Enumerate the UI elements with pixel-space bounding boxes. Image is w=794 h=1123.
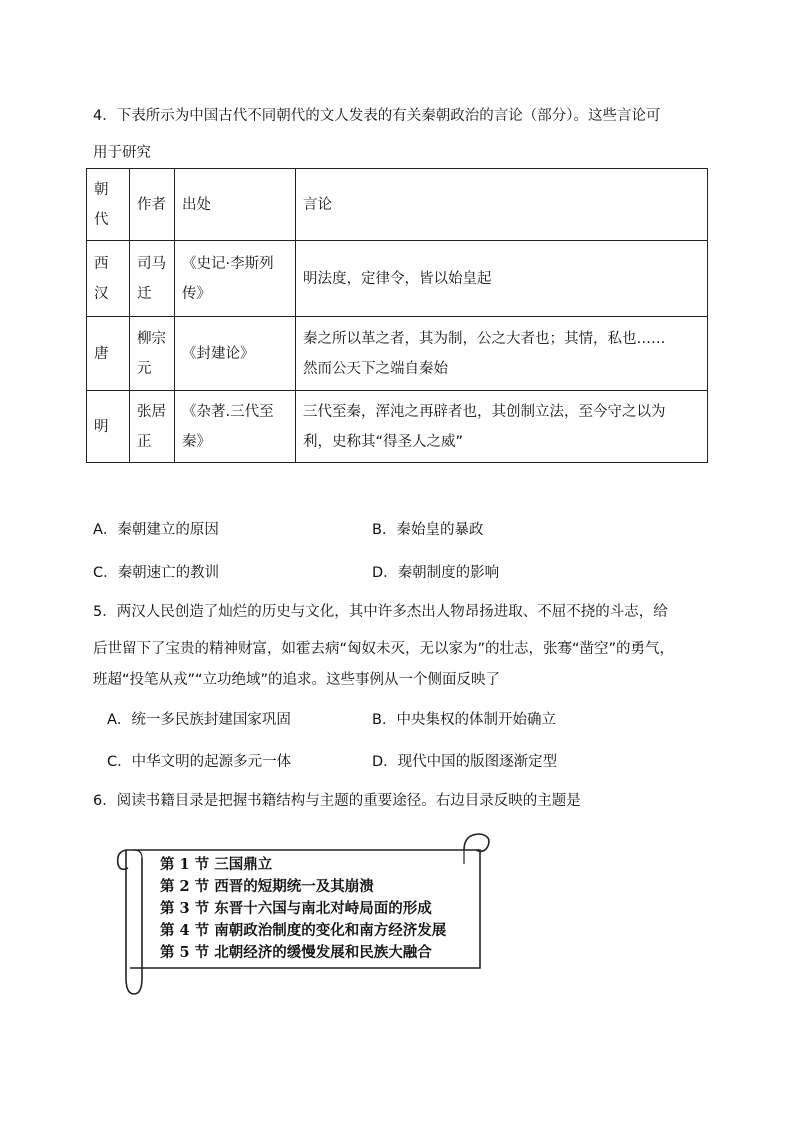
table-of-contents-scroll (112, 828, 494, 998)
q4-option-c: C．秦朝速亡的教训 (93, 565, 220, 581)
q5-stem-line2: 后世留下了宝贵的精神财富，如霍去病“匈奴未灭，无以家为”的壮志，张骞“凿空”的勇气， (93, 641, 675, 657)
q5-option-b: B．中央集权的体制开始确立 (372, 712, 556, 728)
q5-option-c: C．中华文明的起源多元一体 (107, 754, 292, 770)
cell-dynasty: 明 (87, 391, 130, 463)
cell-author: 张居 正 (130, 391, 175, 463)
cell-author: 司马 迁 (130, 241, 175, 317)
q4-option-d: D．秦朝制度的影响 (372, 565, 500, 581)
header-quote: 言论 (296, 169, 708, 241)
toc-item: 第 3 节 东晋十六国与南北对峙局面的形成 (160, 900, 432, 917)
cell-quote: 明法度，定律令，皆以始皇起 (296, 241, 708, 317)
q4-table (86, 168, 708, 463)
header-author: 作者 (130, 169, 175, 241)
table-row (87, 241, 708, 317)
toc-item: 第 2 节 西晋的短期统一及其崩溃 (160, 878, 374, 895)
q4-stem-line2: 用于研究 (93, 145, 151, 161)
cell-dynasty: 唐 (87, 317, 130, 391)
table-header-row (87, 169, 708, 241)
header-dynasty: 朝 代 (87, 169, 130, 241)
toc-item: 第 1 节 三国鼎立 (160, 856, 273, 873)
q6-stem: 6．阅读书籍目录是把握书籍结构与主题的重要途径。右边目录反映的主题是 (93, 793, 581, 809)
q5-option-d: D．现代中国的版图逐渐定型 (372, 754, 558, 770)
q4-stem-line1: 4．下表所示为中国古代不同朝代的文人发表的有关秦朝政治的言论（部分）。这些言论可 (93, 108, 661, 124)
cell-dynasty: 西 汉 (87, 241, 130, 317)
q4-option-a: A．秦朝建立的原因 (93, 522, 219, 538)
q5-stem-line3: 班超“投笔从戎”“立功绝域”的追求。这些事例从一个侧面反映了 (93, 672, 501, 688)
toc-item: 第 4 节 南朝政治制度的变化和南方经济发展 (160, 922, 447, 939)
q5-option-a: A．统一多民族封建国家巩固 (107, 712, 291, 728)
table-row (87, 391, 708, 463)
table-row (87, 317, 708, 391)
cell-source: 《杂著.三代至 秦》 (175, 391, 296, 463)
cell-author: 柳宗 元 (130, 317, 175, 391)
q5-stem-line1: 5．两汉人民创造了灿烂的历史与文化，其中许多杰出人物昂扬进取、不屈不挠的斗志，给 (93, 604, 668, 620)
cell-source: 《史记·李斯列 传》 (175, 241, 296, 317)
q4-option-b: B．秦始皇的暴政 (372, 522, 484, 538)
cell-quote: 秦之所以革之者，其为制，公之大者也；其情，私也…… 然而公天下之端自秦始 (296, 317, 708, 391)
toc-item: 第 5 节 北朝经济的缓慢发展和民族大融合 (160, 944, 432, 961)
cell-source: 《封建论》 (175, 317, 296, 391)
cell-quote: 三代至秦，浑沌之再辟者也，其创制立法，至今守之以为 利，史称其“得圣人之威” (296, 391, 708, 463)
header-source: 出处 (175, 169, 296, 241)
toc-list (160, 854, 446, 964)
